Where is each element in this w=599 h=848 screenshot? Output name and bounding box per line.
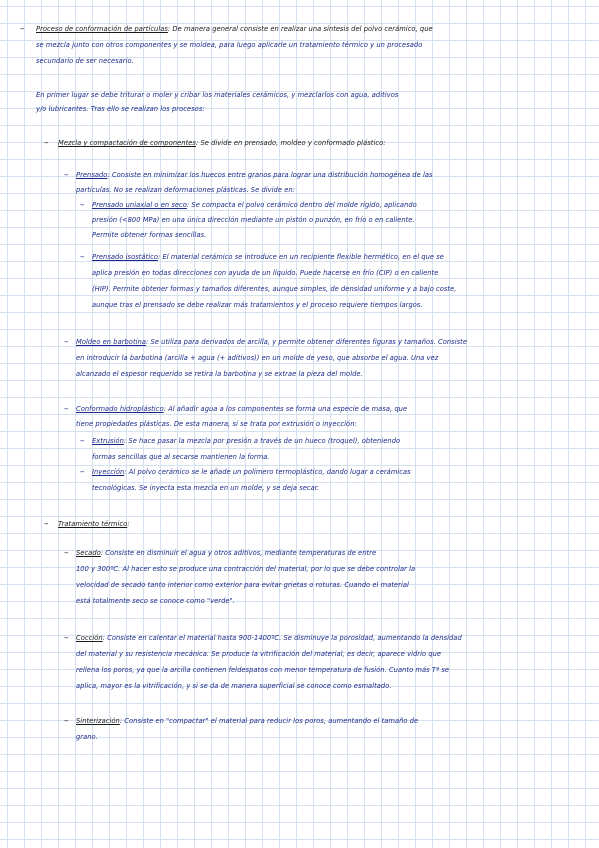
paragraph-text: secundario de ser necesario. xyxy=(36,57,134,65)
bullet-dash: – xyxy=(80,467,85,477)
bullet-dash: – xyxy=(44,519,49,529)
item-title: Prensado uniaxial o en seco xyxy=(92,201,187,209)
bullet-dash: – xyxy=(64,633,69,643)
paragraph-text: grano. xyxy=(76,733,98,741)
text-line xyxy=(76,548,599,558)
section-title: Mezcla y compactación de componentes xyxy=(58,139,196,147)
text-line xyxy=(76,404,599,414)
paragraph-text: alcanzado el espesor requerido se retira la barbotina y se extrae la pieza del molde. xyxy=(76,370,363,378)
text-line xyxy=(92,467,599,477)
paragraph-text: : Al polvo cerámico se le añade un polímero termoplástico, dando lugar a cerámicas xyxy=(124,468,411,476)
paragraph-text: : Se hace pasar la mezcla por presión a través de un hueco (troquel), obteniendo xyxy=(123,437,401,445)
paragraph-text: aplica presión en todas direcciones con ayuda de un líquido. Puede hacerse en frío (CIP) o en caliente xyxy=(92,269,439,277)
item-title: Moldeo en barbotina xyxy=(76,338,146,346)
section-title: Tratamiento térmico xyxy=(58,520,128,528)
text-line xyxy=(92,252,599,262)
bullet-dash: – xyxy=(80,436,85,446)
paragraph-text: está totalmente seco se conoce como "verde". xyxy=(76,597,235,605)
item-title: Cocción xyxy=(76,634,103,642)
item-title: Secado xyxy=(76,549,101,557)
bullet-dash: – xyxy=(80,252,85,262)
text-line xyxy=(58,138,599,148)
paragraph-text: 100 y 300ºC. Al hacer esto se produce una contracción del material, por lo que se debe controlar la xyxy=(76,565,416,573)
paragraph-text: : De manera general consiste en realizar una síntesis del polvo cerámico, que xyxy=(167,25,433,33)
item-title: Prensado xyxy=(76,171,108,179)
section-title: Proceso de conformación de partículas xyxy=(36,25,168,33)
item-title: Extrusión xyxy=(92,437,124,445)
paragraph-text: : Consiste en calentar el material hasta 900-1400ºC. Se disminuye la porosidad, aumentando la densidad xyxy=(102,634,462,642)
paragraph-text: : Consiste en "compactar" el material para reducir los poros, aumentando el tamaño de xyxy=(119,717,419,725)
text-line xyxy=(36,24,599,34)
paragraph-text: en introducir la barbotina (arcilla + agua (+ aditivos)) en un molde de yeso, que absorbe el agua. Una vez xyxy=(76,354,439,362)
bullet-dash: – xyxy=(64,337,69,347)
paragraph-text: : Se utiliza para derivados de arcilla, y permite obtener diferentes figuras y tamaños. Consiste xyxy=(145,338,467,346)
text-line xyxy=(76,633,599,643)
text-line xyxy=(76,170,599,180)
paragraph-text: : Se divide en prensado, moldeo y conformado plástico: xyxy=(195,139,386,147)
bullet-dash: – xyxy=(44,138,49,148)
item-title: Prensado isostático xyxy=(92,253,159,261)
bullet-dash: – xyxy=(64,170,69,180)
paragraph-text: aplica, mayor es la vitrificación, y si se da de manera superficial se conoce como esmaltado. xyxy=(76,682,392,690)
paragraph-text: aunque tras el prensado se debe realizar más tratamientos y el proceso requiere tiempos largos. xyxy=(92,301,423,309)
bullet-dash: – xyxy=(80,200,85,210)
bullet-dash: – xyxy=(64,716,69,726)
paragraph-text: : Consiste en disminuir el agua y otros aditivos, mediante temperaturas de entre xyxy=(100,549,377,557)
paragraph-text: : Consiste en minimizar los huecos entre granos para lograr una distribución homogénea de las xyxy=(107,171,433,179)
paragraph-text: (HIP). Permite obtener formas y tamaños diferentes, aunque simples, de densidad uniforme y a bajo coste, xyxy=(92,285,457,293)
paragraph-text: : Se compacta el polvo cerámico dentro del molde rígido, aplicando xyxy=(186,201,417,209)
text-line xyxy=(92,436,599,446)
text-line xyxy=(92,200,599,210)
item-title: Sinterización xyxy=(76,717,120,725)
item-title: Inyección xyxy=(92,468,125,476)
paragraph-text: presión (<800 MPa) en una única dirección mediante un pistón o punzón, en frío o en caliente. xyxy=(92,216,415,224)
paragraph-text: formas sencillas que al secarse mantienen la forma. xyxy=(92,453,270,461)
paragraph-text: partículas. No se realizan deformaciones plásticas. Se divide en: xyxy=(76,186,295,194)
paragraph-text: y/o lubricantes. Tras ello se realizan los procesos: xyxy=(36,105,205,113)
paragraph-text: rellena los poros, ya que la arcilla contienen feldespatos con menor temperatura de fusión. Cuanto más Tª se xyxy=(76,666,450,674)
paragraph-text: velocidad de secado tanto interior como exterior para evitar grietas o roturas. Cuando el material xyxy=(76,581,409,589)
bullet-dash: – xyxy=(64,548,69,558)
text-line: Tratamiento térmico: xyxy=(58,520,130,528)
paragraph-text: En primer lugar se debe triturar o moler y cribar los materiales cerámicos, y mezclarlos con agua, aditivos xyxy=(36,91,399,99)
text-line xyxy=(76,337,599,347)
paragraph-text: del material y su resistencia mecánica. Se produce la vitrificación del material, es decir, aparece vidrio que xyxy=(76,650,442,658)
item-title: Conformado hidroplástico xyxy=(76,405,164,413)
paragraph-text: se mezcla junto con otros componentes y se moldea, para luego aplicarle un tratamiento térmico y un procesado xyxy=(36,41,423,49)
text-line xyxy=(76,716,599,726)
paragraph-text: tiene propiedades plásticas. De esta manera, si se trata por extrusión o inyección: xyxy=(76,420,357,428)
paragraph-text: : El material cerámico se introduce en un recipiente flexible hermético, en el que se xyxy=(158,253,444,261)
paragraph-text: : Al añadir agua a los componentes se forma una especie de masa, que xyxy=(163,405,408,413)
paragraph-text: Permite obtener formas sencillas. xyxy=(92,231,207,239)
paragraph-text: tecnológicas. Se inyecta esta mezcla en un molde, y se deja secar. xyxy=(92,484,320,492)
bullet-dash: – xyxy=(64,404,69,414)
bullet-dash: – xyxy=(20,24,25,34)
